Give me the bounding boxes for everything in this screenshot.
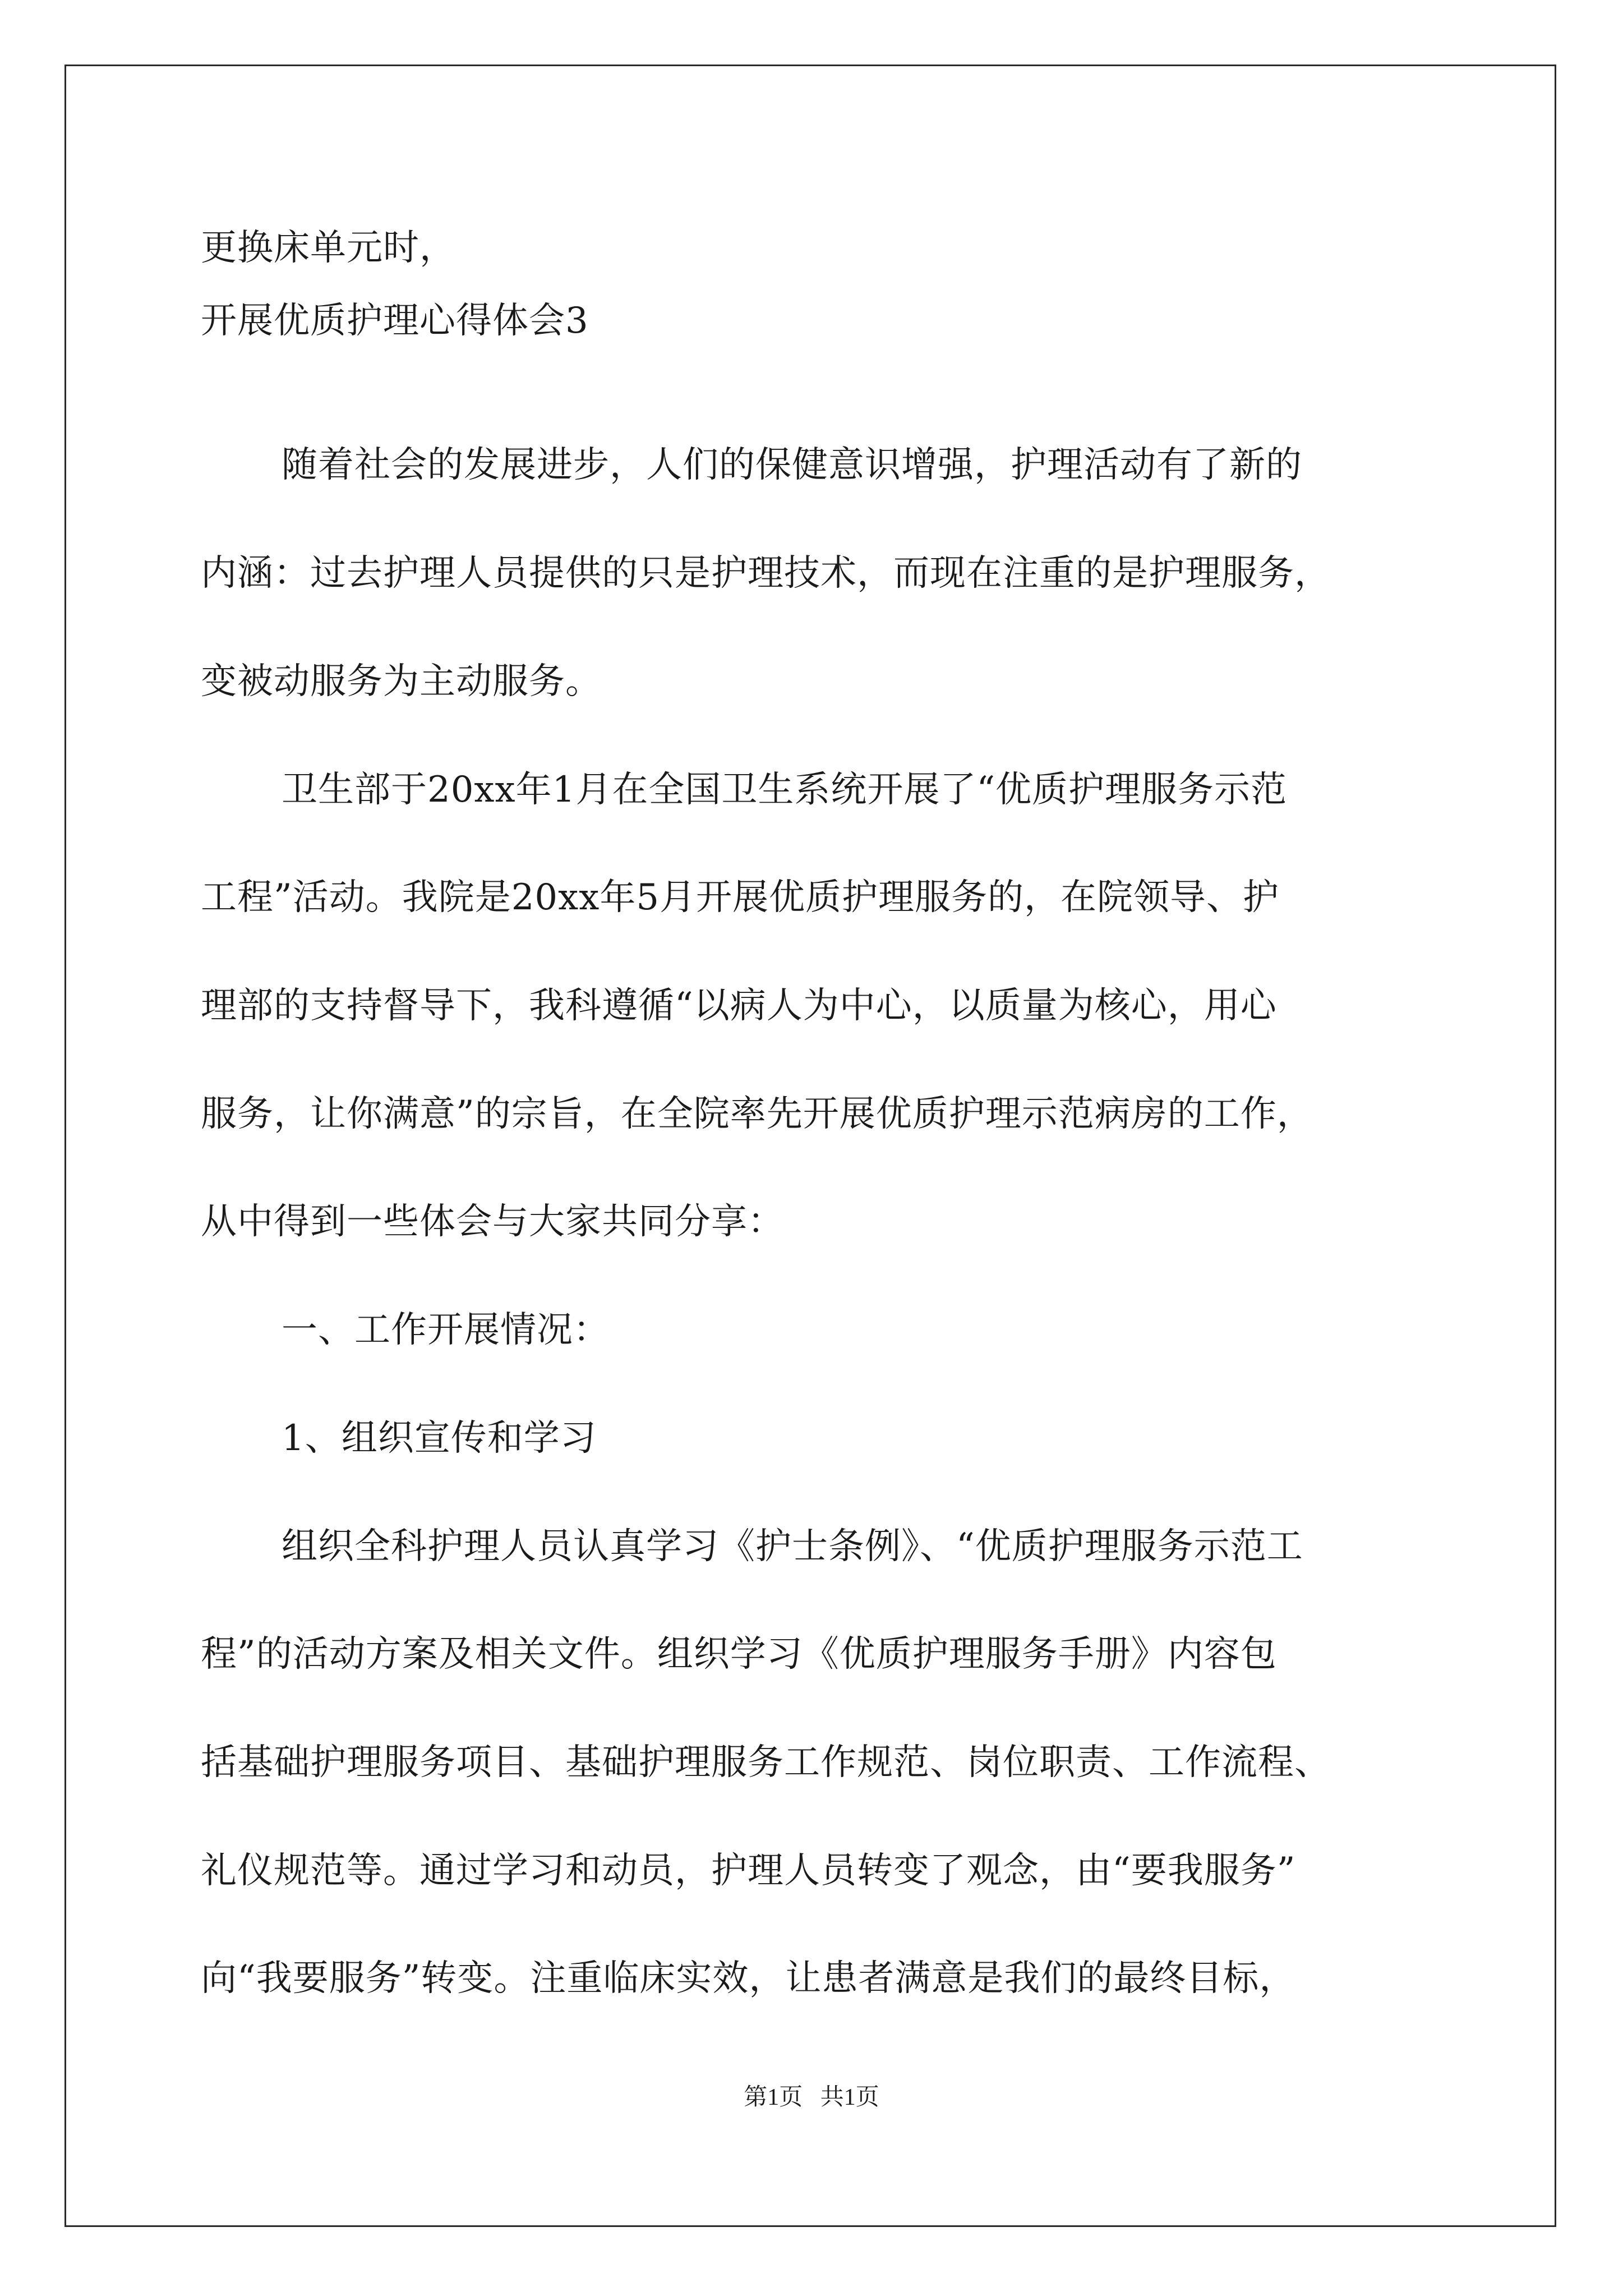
text-line: 卫生部于20xx年1月在全国卫生系统开展了“优质护理服务示范 [282, 769, 1288, 811]
section-heading: 开展优质护理心得体会3 [201, 300, 589, 342]
text-line: 向“我要服务”转变。注重临床实效，让患者满意是我们的最终目标， [201, 1958, 1296, 1999]
text-line: 随着社会的发展进步，人们的保健意识增强，护理活动有了新的 [282, 444, 1302, 486]
text-line: 服务，让你满意”的宗旨，在全院率先开展优质护理示范病房的工作， [201, 1093, 1313, 1135]
text-line: 括基础护理服务项目、基础护理服务工作规范、岗位职责、工作流程、 [201, 1742, 1331, 1783]
page-number-footer: 第1页 共1页 [744, 2085, 879, 2110]
text-line: 程”的活动方案及相关文件。组织学习《优质护理服务手册》内容包 [201, 1634, 1277, 1675]
text-line: 理部的支持督导下，我科遵循“以病人为中心，以质量为核心，用心 [201, 985, 1277, 1027]
text-line: 变被动服务为主动服务。 [201, 661, 602, 702]
text-line: 内涵：过去护理人员提供的只是护理技术，而现在注重的是护理服务， [201, 553, 1331, 594]
subheading: 1、组织宣传和学习 [282, 1418, 597, 1459]
text-line: 组织全科护理人员认真学习《护士条例》、“优质护理服务示范工 [282, 1526, 1303, 1567]
text-line: 工程”活动。我院是20xx年5月开展优质护理服务的，在院领导、护 [201, 877, 1280, 918]
text-line: 从中得到一些体会与大家共同分享： [201, 1201, 784, 1243]
text-line: 礼仪规范等。通过学习和动员，护理人员转变了观念，由“要我服务” [201, 1850, 1296, 1892]
subheading: 一、工作开展情况： [282, 1309, 610, 1351]
page-border [64, 65, 1556, 2227]
text-line: 更换床单元时， [201, 227, 456, 269]
